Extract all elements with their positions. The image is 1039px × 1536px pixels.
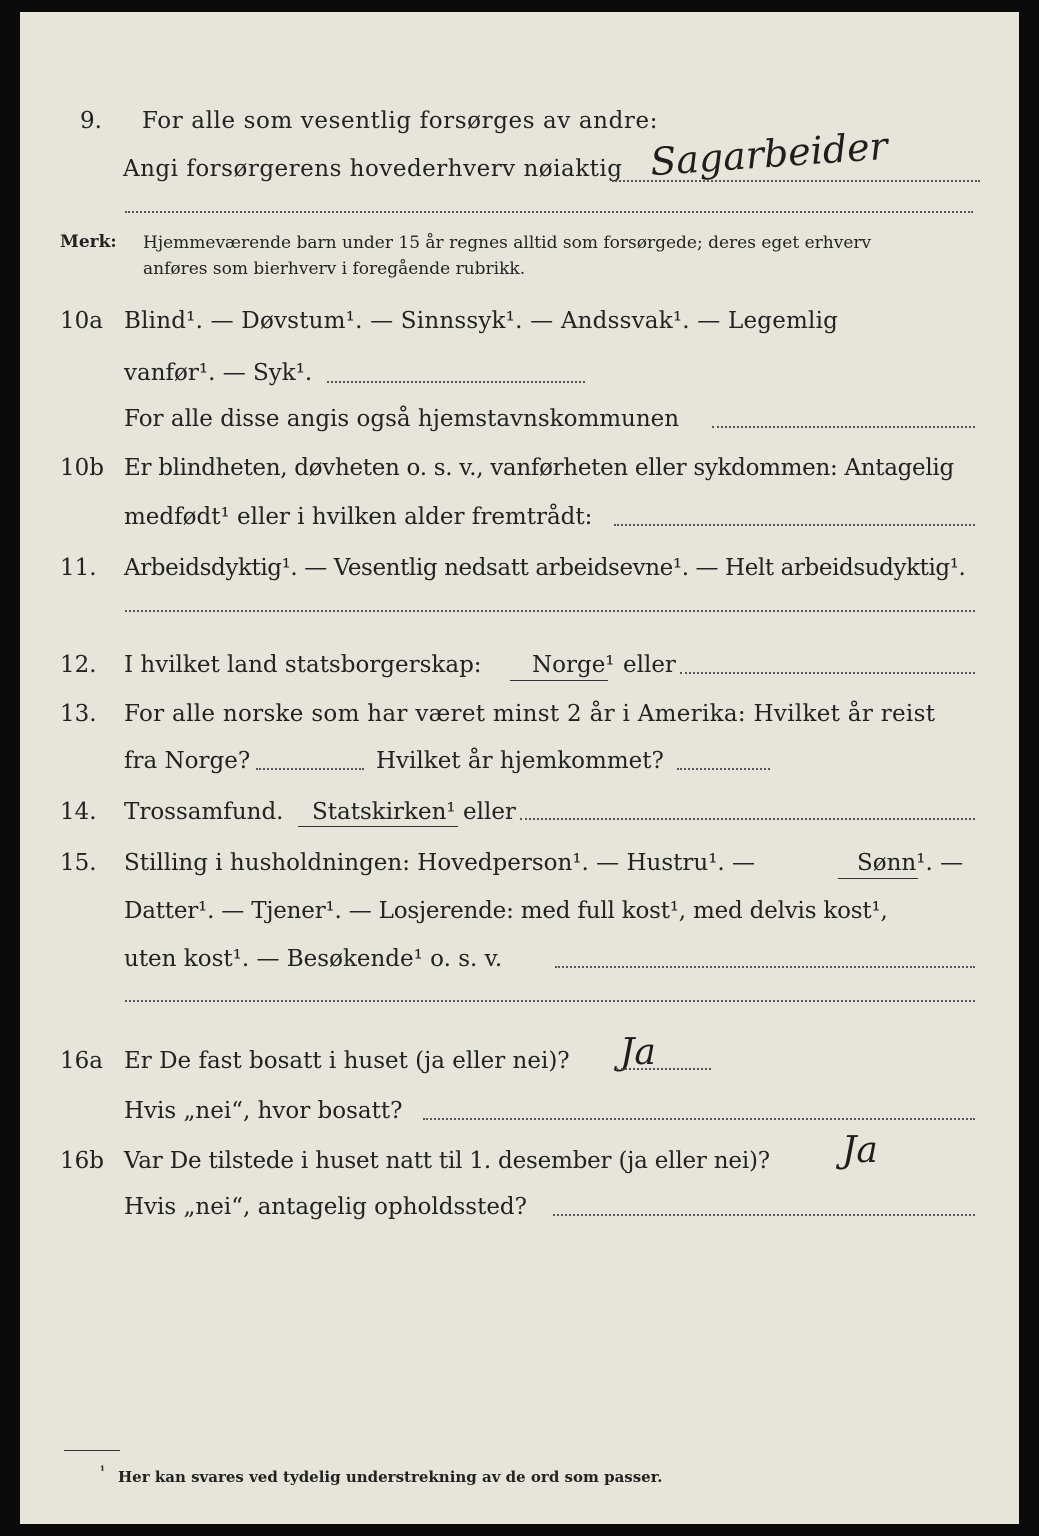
q15-sonn-underline	[838, 878, 918, 879]
q10b-dotted-line	[614, 524, 975, 526]
q16a-bosatt-dotted-line	[423, 1118, 975, 1120]
q11-dotted-line	[125, 610, 975, 612]
q15-extra-dotted-line	[125, 1000, 975, 1002]
q12-suffix: eller	[623, 652, 676, 678]
q15-option-sonn: Sønn¹. —	[857, 850, 964, 876]
footnote-rule	[64, 1450, 120, 1451]
q14-suffix: eller	[463, 799, 516, 825]
q13-line2a: fra Norge?	[124, 748, 251, 774]
q14-number: 14.	[60, 799, 97, 825]
q12-dotted-line	[680, 672, 975, 674]
merk-label: Merk:	[60, 232, 117, 252]
q16a-handwritten-answer: Ja	[620, 1032, 656, 1073]
q10a-number: 10a	[60, 308, 103, 334]
q16b-line2: Hvis „nei“, antagelig opholdssted?	[124, 1194, 527, 1220]
q11-line1: Arbeidsdyktig¹. — Vesentlig nedsatt arbeidsevne¹. — Helt arbeidsudyktig¹.	[124, 555, 966, 581]
q10a-line2: vanfør¹. — Syk¹.	[124, 360, 313, 386]
q13-reist-dotted-line	[256, 768, 364, 770]
q15-line3: uten kost¹. — Besøkende¹ o. s. v.	[124, 946, 503, 972]
q14-dotted-line	[520, 818, 975, 820]
q16b-opholdssted-dotted-line	[553, 1214, 975, 1216]
q16b-line1: Var De tilstede i huset natt til 1. desember (ja eller nei)?	[124, 1148, 770, 1174]
q11-number: 11.	[60, 555, 97, 581]
q10a-syk-dotted-line	[327, 381, 585, 383]
q14-option-statskirken: Statskirken¹	[312, 799, 456, 825]
q14-prefix: Trossamfund.	[124, 799, 284, 825]
q10b-line1: Er blindheten, døvheten o. s. v., vanførheten eller sykdommen: Antagelig	[124, 455, 954, 481]
q13-line1: For alle norske som har været minst 2 år i Amerika: Hvilket år reist	[124, 701, 936, 727]
q16a-line2: Hvis „nei“, hvor bosatt?	[124, 1098, 403, 1124]
q16a-answer-dotted-line	[616, 1068, 711, 1070]
q15-line1a: Stilling i husholdningen: Hovedperson¹. — Hustru¹. —	[124, 850, 756, 876]
footnote-text: Her kan svares ved tydelig understrekning av de ord som passer.	[118, 1468, 663, 1486]
q16b-number: 16b	[60, 1148, 104, 1174]
q12-number: 12.	[60, 652, 97, 678]
q9-number: 9.	[80, 108, 102, 134]
q9-line1: For alle som vesentlig forsørges av andre:	[142, 108, 659, 134]
q10b-line2: medfødt¹ eller i hvilken alder fremtrådt:	[124, 504, 593, 530]
q14-statskirken-underline	[298, 826, 458, 827]
q12-norge-underline	[510, 680, 608, 681]
q15-number: 15.	[60, 850, 97, 876]
footnote-mark: ¹	[100, 1464, 105, 1477]
q16b-handwritten-answer: Ja	[842, 1130, 878, 1171]
q15-line2: Datter¹. — Tjener¹. — Losjerende: med full kost¹, med delvis kost¹,	[124, 898, 888, 924]
q9-extra-dotted-line	[125, 211, 973, 213]
q13-hjemkommet-dotted-line	[677, 768, 770, 770]
q13-line2b: Hvilket år hjemkommet?	[376, 748, 664, 774]
q16a-line1: Er De fast bosatt i huset (ja eller nei)?	[124, 1048, 570, 1074]
q10b-number: 10b	[60, 455, 104, 481]
q10a-line1: Blind¹. — Døvstum¹. — Sinnssyk¹. — Andssvak¹. — Legemlig	[124, 308, 839, 334]
census-form-page	[20, 12, 1019, 1524]
q10a-kommune-dotted-line	[712, 426, 975, 428]
q9-line2: Angi forsørgerens hovederhverv nøiaktig	[123, 156, 623, 182]
merk-line1: Hjemmeværende barn under 15 år regnes alltid som forsørgede; deres eget erhverv	[143, 233, 872, 253]
q15-dotted-line	[555, 966, 975, 968]
q16a-number: 16a	[60, 1048, 103, 1074]
q12-option-norge: Norge¹	[532, 652, 615, 678]
q10a-line3: For alle disse angis også hjemstavnskommunen	[124, 406, 680, 432]
merk-line2: anføres som bierhverv i foregående rubrikk.	[143, 259, 526, 279]
q13-number: 13.	[60, 701, 97, 727]
q9-handwritten-answer: Sagarbeider	[648, 123, 890, 185]
q12-prefix: I hvilket land statsborgerskap:	[124, 652, 482, 678]
